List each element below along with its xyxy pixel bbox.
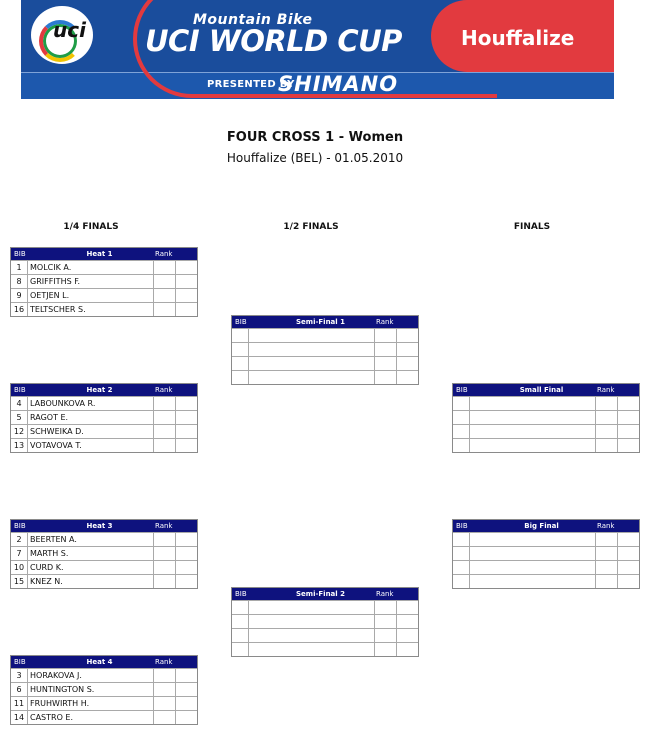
empty-row bbox=[232, 600, 418, 614]
bib-header: BIB bbox=[235, 318, 247, 326]
rank-cell bbox=[175, 547, 198, 560]
rank-cell bbox=[153, 397, 176, 410]
heat-header bbox=[232, 316, 418, 328]
empty-row bbox=[232, 342, 418, 356]
rank-header: Rank bbox=[155, 522, 173, 530]
rider-bib: 2 bbox=[11, 533, 28, 546]
rider-name: CURD K. bbox=[30, 563, 64, 572]
rider-row bbox=[11, 668, 197, 682]
semi-final-table bbox=[231, 587, 419, 657]
bib-cell bbox=[232, 357, 249, 370]
rank-cell bbox=[396, 343, 419, 356]
sponsor-logo: SHIMANO bbox=[278, 72, 399, 96]
rank-cell bbox=[617, 411, 640, 424]
rider-row bbox=[11, 532, 197, 546]
bib-cell bbox=[453, 439, 470, 452]
rider-row bbox=[11, 710, 197, 724]
rank-cell bbox=[374, 629, 397, 642]
rider-name: SCHWEIKA D. bbox=[30, 427, 84, 436]
round-quarter-heading: 1/4 FINALS bbox=[63, 222, 119, 232]
rank-cell bbox=[617, 561, 640, 574]
rank-cell bbox=[153, 575, 176, 588]
rank-cell bbox=[175, 533, 198, 546]
rank-cell bbox=[153, 533, 176, 546]
heat-name: Semi-Final 2 bbox=[296, 590, 345, 598]
rank-cell bbox=[396, 371, 419, 384]
bib-cell bbox=[453, 533, 470, 546]
rank-cell bbox=[153, 439, 176, 452]
big-final-table bbox=[452, 519, 640, 589]
rider-name: HORAKOVA J. bbox=[30, 671, 82, 680]
bib-cell bbox=[232, 615, 249, 628]
heat-header bbox=[232, 588, 418, 600]
heat-table bbox=[10, 519, 198, 589]
empty-row bbox=[453, 574, 639, 588]
rank-cell bbox=[175, 669, 198, 682]
semi-final-table bbox=[231, 315, 419, 385]
rank-cell bbox=[396, 329, 419, 342]
bib-header: BIB bbox=[456, 522, 468, 530]
rider-row bbox=[11, 302, 197, 316]
rank-cell bbox=[153, 711, 176, 724]
rank-cell bbox=[153, 303, 176, 316]
event-subtitle: Houffalize (BEL) - 01.05.2010 bbox=[226, 151, 404, 165]
rider-name: KNEZ N. bbox=[30, 577, 63, 586]
rank-cell bbox=[374, 343, 397, 356]
rank-cell bbox=[595, 547, 618, 560]
rank-header: Rank bbox=[376, 590, 394, 598]
bib-header: BIB bbox=[14, 250, 26, 258]
rider-name: MARTH S. bbox=[30, 549, 69, 558]
bib-cell bbox=[232, 643, 249, 656]
rider-bib: 13 bbox=[11, 439, 28, 452]
bib-cell bbox=[232, 629, 249, 642]
rank-cell bbox=[153, 275, 176, 288]
empty-row bbox=[232, 328, 418, 342]
rider-bib: 4 bbox=[11, 397, 28, 410]
rider-row bbox=[11, 260, 197, 274]
banner-city: Houffalize bbox=[461, 26, 575, 50]
empty-row bbox=[453, 532, 639, 546]
heat-table bbox=[10, 247, 198, 317]
heat-name: Heat 4 bbox=[86, 658, 113, 666]
rank-cell bbox=[374, 601, 397, 614]
rank-header: Rank bbox=[597, 386, 615, 394]
heat-table bbox=[10, 383, 198, 453]
empty-row bbox=[453, 560, 639, 574]
bib-cell bbox=[232, 343, 249, 356]
rank-cell bbox=[396, 357, 419, 370]
rank-cell bbox=[595, 561, 618, 574]
empty-row bbox=[232, 642, 418, 656]
rider-name: GRIFFITHS F. bbox=[30, 277, 81, 286]
rank-cell bbox=[595, 425, 618, 438]
rider-bib: 15 bbox=[11, 575, 28, 588]
rank-header: Rank bbox=[376, 318, 394, 326]
event-title: FOUR CROSS 1 - Women bbox=[226, 130, 404, 145]
heat-table bbox=[10, 655, 198, 725]
rider-bib: 10 bbox=[11, 561, 28, 574]
header-banner bbox=[21, 0, 614, 99]
bib-header: BIB bbox=[14, 658, 26, 666]
rank-cell bbox=[153, 547, 176, 560]
rank-cell bbox=[374, 643, 397, 656]
rank-cell bbox=[374, 615, 397, 628]
rank-cell bbox=[153, 289, 176, 302]
rider-row bbox=[11, 696, 197, 710]
rank-cell bbox=[153, 425, 176, 438]
rank-cell bbox=[153, 261, 176, 274]
heat-name: Semi-Final 1 bbox=[296, 318, 345, 326]
heat-header bbox=[11, 248, 197, 260]
rank-cell bbox=[396, 601, 419, 614]
empty-row bbox=[453, 546, 639, 560]
rider-name: VOTAVOVA T. bbox=[30, 441, 82, 450]
rank-cell bbox=[175, 575, 198, 588]
rank-cell bbox=[175, 683, 198, 696]
rank-cell bbox=[175, 697, 198, 710]
heat-header bbox=[11, 520, 197, 532]
bib-cell bbox=[453, 575, 470, 588]
rider-name: BEERTEN A. bbox=[30, 535, 77, 544]
rank-cell bbox=[175, 303, 198, 316]
rider-row bbox=[11, 288, 197, 302]
rank-cell bbox=[175, 439, 198, 452]
rank-cell bbox=[374, 371, 397, 384]
rank-cell bbox=[617, 547, 640, 560]
bib-header: BIB bbox=[456, 386, 468, 394]
heat-header bbox=[11, 656, 197, 668]
rider-name: HUNTINGTON S. bbox=[30, 685, 95, 694]
bib-cell bbox=[453, 425, 470, 438]
rank-cell bbox=[374, 329, 397, 342]
rank-cell bbox=[617, 425, 640, 438]
rider-row bbox=[11, 274, 197, 288]
rider-row bbox=[11, 560, 197, 574]
rank-cell bbox=[595, 397, 618, 410]
rider-row bbox=[11, 438, 197, 452]
bib-cell bbox=[232, 329, 249, 342]
rank-cell bbox=[396, 615, 419, 628]
rider-bib: 11 bbox=[11, 697, 28, 710]
bib-cell bbox=[453, 411, 470, 424]
rider-bib: 1 bbox=[11, 261, 28, 274]
rider-name: FRUHWIRTH H. bbox=[30, 699, 90, 708]
rider-bib: 16 bbox=[11, 303, 28, 316]
rank-cell bbox=[175, 289, 198, 302]
rider-row bbox=[11, 546, 197, 560]
bib-header: BIB bbox=[14, 522, 26, 530]
rider-bib: 9 bbox=[11, 289, 28, 302]
rank-cell bbox=[374, 357, 397, 370]
rank-cell bbox=[175, 411, 198, 424]
uci-logo-text: uci bbox=[53, 18, 86, 42]
rank-cell bbox=[175, 261, 198, 274]
rider-row bbox=[11, 424, 197, 438]
heat-name: Heat 3 bbox=[86, 522, 113, 530]
rank-header: Rank bbox=[597, 522, 615, 530]
heat-header bbox=[11, 384, 197, 396]
rank-cell bbox=[153, 697, 176, 710]
uci-logo bbox=[31, 6, 93, 64]
empty-row bbox=[453, 410, 639, 424]
rank-cell bbox=[617, 533, 640, 546]
rank-cell bbox=[396, 629, 419, 642]
rider-name: MOLCIK A. bbox=[30, 263, 72, 272]
rank-cell bbox=[175, 275, 198, 288]
empty-row bbox=[453, 396, 639, 410]
bib-cell bbox=[232, 601, 249, 614]
rider-bib: 6 bbox=[11, 683, 28, 696]
empty-row bbox=[232, 614, 418, 628]
round-semi-heading: 1/2 FINALS bbox=[283, 222, 339, 232]
rider-bib: 12 bbox=[11, 425, 28, 438]
rank-cell bbox=[175, 711, 198, 724]
rank-header: Rank bbox=[155, 658, 173, 666]
rider-name: RAGOT E. bbox=[30, 413, 69, 422]
rider-bib: 8 bbox=[11, 275, 28, 288]
heat-name: Small Final bbox=[519, 386, 564, 394]
rider-bib: 7 bbox=[11, 547, 28, 560]
rank-cell bbox=[595, 533, 618, 546]
rider-name: OETJEN L. bbox=[30, 291, 70, 300]
rider-name: CASTRO E. bbox=[30, 713, 74, 722]
rider-row bbox=[11, 574, 197, 588]
bib-cell bbox=[453, 561, 470, 574]
round-final-heading: FINALS bbox=[513, 222, 551, 232]
rider-bib: 3 bbox=[11, 669, 28, 682]
rank-cell bbox=[595, 575, 618, 588]
rank-cell bbox=[396, 643, 419, 656]
empty-row bbox=[453, 424, 639, 438]
rank-cell bbox=[175, 397, 198, 410]
bib-cell bbox=[453, 547, 470, 560]
bib-header: BIB bbox=[235, 590, 247, 598]
small-final-table bbox=[452, 383, 640, 453]
rank-cell bbox=[153, 411, 176, 424]
rider-row bbox=[11, 682, 197, 696]
rank-cell bbox=[153, 683, 176, 696]
rank-header: Rank bbox=[155, 386, 173, 394]
rider-name: TELTSCHER S. bbox=[30, 305, 86, 314]
rank-cell bbox=[617, 397, 640, 410]
banner-presented-by: PRESENTED BY bbox=[207, 79, 295, 90]
rank-cell bbox=[175, 561, 198, 574]
rank-cell bbox=[153, 669, 176, 682]
rank-cell bbox=[153, 561, 176, 574]
heat-name: Heat 2 bbox=[86, 386, 113, 394]
bib-cell bbox=[232, 371, 249, 384]
rider-name: LABOUNKOVA R. bbox=[30, 399, 96, 408]
heat-header bbox=[453, 520, 639, 532]
rank-cell bbox=[175, 425, 198, 438]
banner-subtitle: Mountain Bike bbox=[193, 12, 313, 28]
empty-row bbox=[453, 438, 639, 452]
rank-cell bbox=[617, 439, 640, 452]
rider-row bbox=[11, 410, 197, 424]
bib-cell bbox=[453, 397, 470, 410]
rank-cell bbox=[595, 439, 618, 452]
heat-name: Heat 1 bbox=[86, 250, 113, 258]
empty-row bbox=[232, 628, 418, 642]
rider-bib: 5 bbox=[11, 411, 28, 424]
rank-cell bbox=[617, 575, 640, 588]
rider-bib: 14 bbox=[11, 711, 28, 724]
empty-row bbox=[232, 356, 418, 370]
heat-name: Big Final bbox=[524, 522, 559, 530]
rider-row bbox=[11, 396, 197, 410]
empty-row bbox=[232, 370, 418, 384]
rank-header: Rank bbox=[155, 250, 173, 258]
bib-header: BIB bbox=[14, 386, 26, 394]
heat-header bbox=[453, 384, 639, 396]
rank-cell bbox=[595, 411, 618, 424]
banner-title: UCI WORLD CUP bbox=[145, 24, 402, 58]
